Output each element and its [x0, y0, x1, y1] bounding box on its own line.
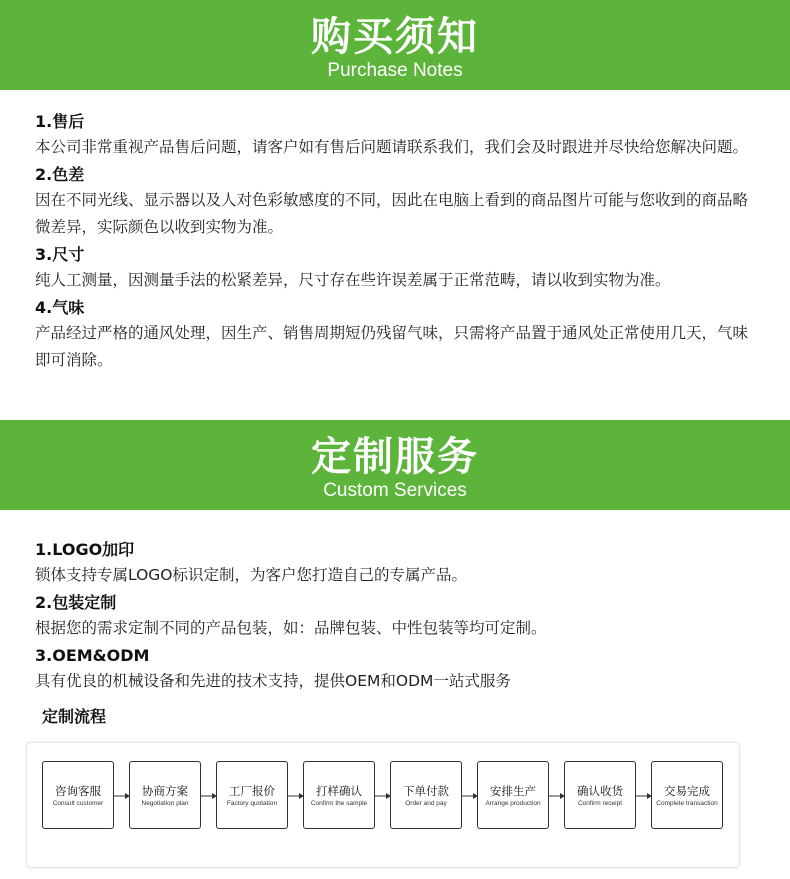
- step-sublabel: Negotiation plan: [141, 799, 189, 807]
- service-body: 锁体支持专属LOGO标识定制，为客户您打造自己的专属产品。: [35, 566, 467, 584]
- note-title: 3.尺寸: [35, 245, 85, 264]
- service-title: 3.OEM&ODM: [35, 646, 150, 665]
- purchase-notes-section: [35, 110, 755, 376]
- note-item: [35, 243, 755, 294]
- note-body: 产品经过严格的通风处理，因生产、销售周期短仍残留气味，只需将产品置于通风处正常使用几天，气味即可消除。: [35, 324, 749, 369]
- process-step: [390, 761, 462, 829]
- note-body: 因在不同光线、显示器以及人对色彩敏感度的不同，因此在电脑上看到的商品图片可能与您收到的商品略微差异，实际颜色以收到实物为准。: [35, 191, 749, 236]
- step-label: 工厂报价: [229, 783, 275, 798]
- note-title: 2.色差: [35, 165, 85, 184]
- service-title: 1.LOGO加印: [35, 540, 135, 559]
- service-body: 根据您的需求定制不同的产品包装，如：品牌包装、中性包装等均可定制。: [35, 619, 547, 637]
- arrow-right-icon: [636, 793, 652, 799]
- step-label: 协商方案: [142, 783, 188, 798]
- step-sublabel: Confirm the sample: [310, 799, 368, 807]
- custom-services-subtitle: Custom Services: [323, 480, 467, 501]
- step-label: 打样确认: [316, 783, 362, 798]
- note-item: [35, 110, 755, 161]
- service-title: 2.包装定制: [35, 593, 117, 612]
- step-sublabel: Consult customer: [52, 799, 104, 807]
- custom-services-title: 定制服务: [311, 434, 479, 480]
- custom-services-banner: [0, 420, 790, 510]
- process-step: [42, 761, 114, 829]
- service-body: 具有优良的机械设备和先进的技术支持，提供OEM和ODM一站式服务: [35, 672, 511, 690]
- step-label: 咨询客服: [55, 783, 101, 798]
- purchase-notes-banner: [0, 0, 790, 90]
- process-step: [651, 761, 723, 829]
- custom-services-section: [35, 538, 755, 697]
- arrow-right-icon: [375, 793, 391, 799]
- purchase-notes-subtitle: Purchase Notes: [327, 60, 463, 81]
- note-title: 1.售后: [35, 112, 85, 131]
- process-step: [216, 761, 288, 829]
- arrow-right-icon: [549, 793, 565, 799]
- step-sublabel: Factory quotation: [226, 799, 278, 807]
- process-step: [477, 761, 549, 829]
- service-item: [35, 644, 755, 695]
- step-label: 下单付款: [403, 783, 449, 798]
- step-sublabel: Arrange production: [485, 799, 541, 807]
- note-body: 纯人工测量，因测量手法的松紧差异，尺寸存在些许误差属于正常范畴，请以收到实物为准。: [35, 271, 671, 289]
- process-flow: [26, 742, 740, 868]
- note-body: 本公司非常重视产品售后问题，请客户如有售后问题请联系我们，我们会及时跟进并尽快给您解决问题。: [35, 138, 749, 156]
- step-sublabel: Confirm receipt: [577, 799, 623, 807]
- arrow-right-icon: [201, 793, 217, 799]
- process-step: [129, 761, 201, 829]
- note-item: [35, 163, 755, 241]
- step-label: 确认收货: [577, 783, 623, 798]
- service-item: [35, 591, 755, 642]
- arrow-right-icon: [114, 793, 130, 799]
- arrow-right-icon: [462, 793, 478, 799]
- service-item: [35, 538, 755, 589]
- purchase-notes-title: 购买须知: [311, 14, 479, 60]
- process-step: [303, 761, 375, 829]
- step-label: 交易完成: [664, 783, 710, 798]
- note-item: [35, 296, 755, 374]
- step-label: 安排生产: [490, 783, 536, 798]
- step-sublabel: Order and pay: [405, 799, 447, 807]
- note-title: 4.气味: [35, 298, 85, 317]
- step-sublabel: Complete transaction: [656, 799, 718, 807]
- process-step: [564, 761, 636, 829]
- process-title: 定制流程: [42, 707, 107, 726]
- arrow-right-icon: [288, 793, 304, 799]
